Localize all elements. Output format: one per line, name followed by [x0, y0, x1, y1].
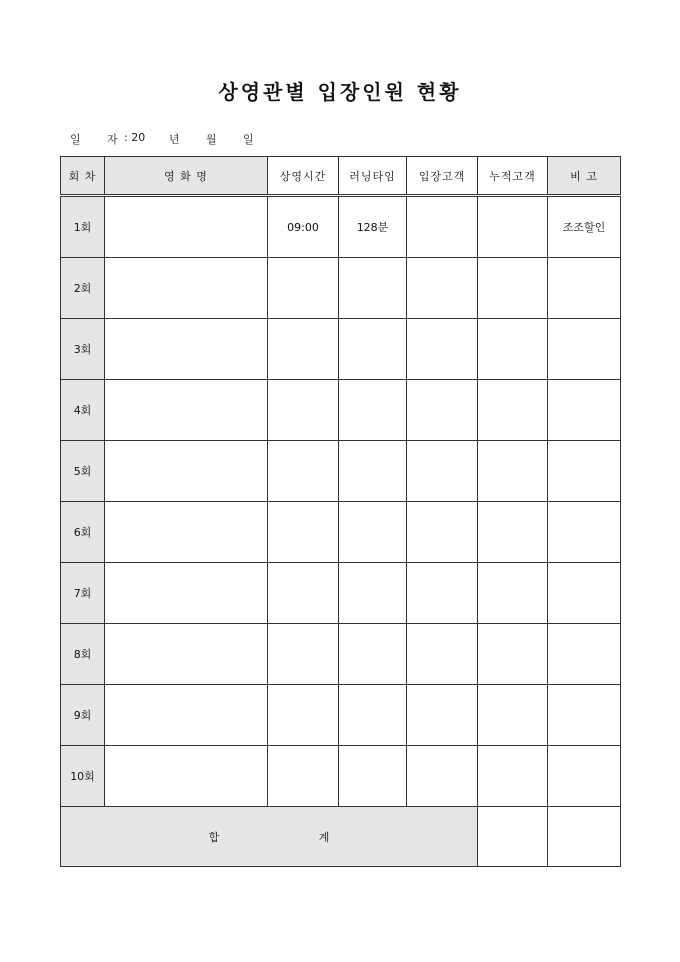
- movie-cell[interactable]: [105, 624, 268, 685]
- note-cell[interactable]: [548, 624, 621, 685]
- entered-cell[interactable]: [407, 441, 478, 502]
- header-running-time: 러닝타임: [339, 157, 407, 196]
- table-row: [61, 319, 621, 380]
- table-row: [61, 746, 621, 807]
- header-movie: 영 화 명: [105, 157, 268, 196]
- movie-cell[interactable]: [105, 746, 268, 807]
- note-cell[interactable]: [548, 441, 621, 502]
- round-cell: 8회: [61, 624, 105, 685]
- running-time-cell[interactable]: [339, 380, 407, 441]
- date-year-prefix: : 20: [124, 131, 146, 144]
- movie-cell[interactable]: [105, 685, 268, 746]
- cumulative-cell[interactable]: [478, 319, 548, 380]
- date-label-il: 일: [70, 133, 81, 146]
- round-cell: 1회: [61, 196, 105, 258]
- show-time-cell[interactable]: [268, 441, 339, 502]
- show-time-cell[interactable]: [268, 319, 339, 380]
- header-note: 비 고: [548, 157, 621, 196]
- show-time-cell[interactable]: [268, 685, 339, 746]
- show-time-cell[interactable]: [268, 380, 339, 441]
- round-cell: 6회: [61, 502, 105, 563]
- cumulative-cell[interactable]: [478, 196, 548, 258]
- movie-cell[interactable]: [105, 441, 268, 502]
- running-time-cell[interactable]: [339, 685, 407, 746]
- date-year-label: 년: [169, 133, 180, 146]
- cumulative-cell[interactable]: [478, 502, 548, 563]
- table-row: [61, 502, 621, 563]
- round-cell: 9회: [61, 685, 105, 746]
- show-time-cell[interactable]: [268, 563, 339, 624]
- running-time-cell[interactable]: [339, 746, 407, 807]
- entered-cell[interactable]: [407, 563, 478, 624]
- header-entered: 입장고객: [407, 157, 478, 196]
- entered-cell[interactable]: [407, 746, 478, 807]
- running-time-cell[interactable]: [339, 624, 407, 685]
- running-time-cell[interactable]: [339, 319, 407, 380]
- cumulative-cell[interactable]: [478, 563, 548, 624]
- cumulative-cell[interactable]: [478, 624, 548, 685]
- total-entered-cell[interactable]: [478, 807, 548, 867]
- cumulative-cell[interactable]: [478, 746, 548, 807]
- table-row: [61, 258, 621, 319]
- total-cumulative-cell[interactable]: [548, 807, 621, 867]
- entered-cell[interactable]: [407, 502, 478, 563]
- note-cell[interactable]: [548, 563, 621, 624]
- total-row: [61, 807, 621, 867]
- show-time-cell[interactable]: [268, 746, 339, 807]
- movie-cell[interactable]: [105, 380, 268, 441]
- cumulative-cell[interactable]: [478, 685, 548, 746]
- header-round: 회 차: [61, 157, 105, 196]
- movie-cell[interactable]: [105, 563, 268, 624]
- note-cell[interactable]: [548, 380, 621, 441]
- entered-cell[interactable]: [407, 685, 478, 746]
- date-month-label: 월: [206, 133, 217, 146]
- table-row: [61, 196, 621, 258]
- note-cell[interactable]: [548, 685, 621, 746]
- round-cell: 10회: [61, 746, 105, 807]
- table-row: [61, 441, 621, 502]
- table-row: [61, 380, 621, 441]
- note-cell[interactable]: [548, 258, 621, 319]
- date-day-label: 일: [243, 133, 254, 146]
- running-time-cell[interactable]: [339, 441, 407, 502]
- entered-cell[interactable]: [407, 380, 478, 441]
- table-row: [61, 685, 621, 746]
- entered-cell[interactable]: [407, 258, 478, 319]
- running-time-cell[interactable]: [339, 563, 407, 624]
- note-cell[interactable]: [548, 319, 621, 380]
- movie-cell[interactable]: [105, 258, 268, 319]
- round-cell: 2회: [61, 258, 105, 319]
- running-time-cell[interactable]: [339, 258, 407, 319]
- round-cell: 3회: [61, 319, 105, 380]
- show-time-cell[interactable]: [268, 624, 339, 685]
- note-cell[interactable]: [548, 746, 621, 807]
- table-row: [61, 624, 621, 685]
- cumulative-cell[interactable]: [478, 258, 548, 319]
- movie-cell[interactable]: [105, 319, 268, 380]
- table-row: [61, 563, 621, 624]
- header-cumulative: 누적고객: [478, 157, 548, 196]
- header-show-time: 상영시간: [268, 157, 339, 196]
- round-cell: 7회: [61, 563, 105, 624]
- show-time-cell[interactable]: [268, 502, 339, 563]
- show-time-cell[interactable]: 09:00: [268, 196, 339, 258]
- cumulative-cell[interactable]: [478, 441, 548, 502]
- round-cell: 4회: [61, 380, 105, 441]
- total-label-cell: [61, 807, 478, 867]
- entered-cell[interactable]: [407, 319, 478, 380]
- page-title: 상영관별 입장인원 현황: [218, 80, 462, 104]
- round-cell: 5회: [61, 441, 105, 502]
- table-header-row: [61, 157, 621, 196]
- entered-cell[interactable]: [407, 196, 478, 258]
- attendance-table: [60, 156, 621, 867]
- show-time-cell[interactable]: [268, 258, 339, 319]
- movie-cell[interactable]: [105, 196, 268, 258]
- cumulative-cell[interactable]: [478, 380, 548, 441]
- note-cell[interactable]: 조조할인: [548, 196, 621, 258]
- total-label: 합 계: [208, 830, 378, 844]
- running-time-cell[interactable]: 128분: [339, 196, 407, 258]
- note-cell[interactable]: [548, 502, 621, 563]
- movie-cell[interactable]: [105, 502, 268, 563]
- date-label-ja: 자: [107, 133, 118, 146]
- running-time-cell[interactable]: [339, 502, 407, 563]
- entered-cell[interactable]: [407, 624, 478, 685]
